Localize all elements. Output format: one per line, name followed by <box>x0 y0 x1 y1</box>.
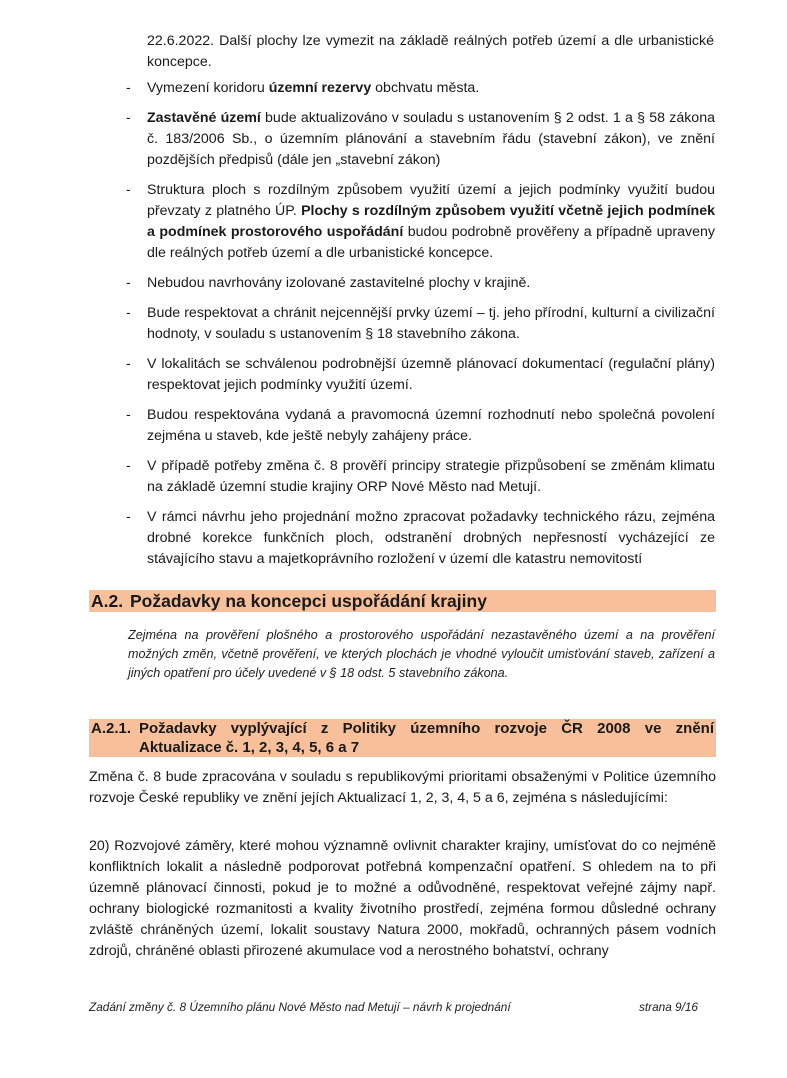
list-item: - Struktura ploch s rozdílným způsobem využití území a jejich podmínky využití budou převzaty z platného ÚP. Plochy s rozdílným způsobem využití včetně jejich podmínek a podmínek prostorového uspořádání budou podrobně prověřeny a případně upraveny dle reálných potřeb území a dle urbanistické koncepce. <box>126 182 715 261</box>
list-item: - Zastavěné území bude aktualizováno v souladu s ustanovením § 2 odst. 1 a § 58 zákona č. 183/2006 Sb., o územním plánování a stavebním řádu (stavební zákon), ve znění pozdějších předpisů (dále jen „stavební zákon) <box>126 110 715 168</box>
page-number: strana 9/16 <box>638 1000 698 1014</box>
section-note: Zejména na prověření plošného a prostorového uspořádání nezastavěného území a na prověření možných změn, včetně prověření, ve kterých plochách je vhodné vyloučit umisťování staveb, zařízení a jiných opatření pro účely uvedené v § 18 odst. 5 stavebního zákona. <box>128 628 715 680</box>
page-footer <box>89 1000 698 1014</box>
requirements-list <box>126 78 715 579</box>
list-item: - Budou respektována vydaná a pravomocná územní rozhodnutí nebo společná povolení zejména u staveb, kde ještě nebyly zahájeny práce. <box>126 407 715 444</box>
section-heading-a2 <box>89 590 716 612</box>
subsection-title: Požadavky vyplývající z Politiky územního rozvoje ČR 2008 ve znění Aktualizace č. 1, 2, 3, 4, 5, 6 a 7 <box>139 720 714 756</box>
subsection-heading-a21 <box>89 719 716 757</box>
subsection-number: A.2.1. <box>91 720 132 737</box>
footer-title: Zadání změny č. 8 Územního plánu Nové Město nad Metují – návrh k projednání <box>89 1000 511 1014</box>
list-item: - Bude respektovat a chránit nejcennější prvky území – tj. jeho přírodní, kulturní a civilizační hodnoty, v souladu s ustanovením § 18 stavebního zákona. <box>126 305 715 342</box>
section-title: Požadavky na koncepci uspořádání krajiny <box>130 591 487 611</box>
body-paragraph: Změna č. 8 bude zpracována v souladu s republikovými prioritami obsaženými v Politice územního rozvoje České republiky ve znění jejích Aktualizací 1, 2, 3, 4, 5 a 6, zejména s následujícími: <box>89 769 716 806</box>
lead-paragraph: 22.6.2022. Další plochy lze vymezit na základě reálných potřeb území a dle urbanistické koncepce. <box>147 33 714 70</box>
section-number: A.2. <box>91 591 124 611</box>
body-paragraph: 20) Rozvojové záměry, které mohou významně ovlivnit charakter krajiny, umísťovat do co nejméně konfliktních lokalit a následně podporovat potřebná kompenzační opatření. S ohledem na to při územně plánovací činnosti, pokud je to možné a odůvodněné, respektovat veřejné zájmy např. ochrany biologické rozmanitosti a kvality životního prostředí, zejména formou důsledné ochrany zvláště chráněných území, lokalit soustavy Natura 2000, mokřadů, ochranných pásem vodních zdrojů, chráněné oblasti přirozené akumulace vod a nerostného bohatství, ochrany <box>89 838 716 959</box>
list-item: - Vymezení koridoru územní rezervy obchvatu města. <box>126 80 480 96</box>
list-item: - V případě potřeby změna č. 8 prověří principy strategie přizpůsobení se změnám klimatu na základě územní studie krajiny ORP Nové Město nad Metují. <box>126 458 715 495</box>
list-item: - Nebudou navrhovány izolované zastavitelné plochy v krajině. <box>126 275 531 291</box>
list-item: - V lokalitách se schválenou podrobnější územně plánovací dokumentací (regulační plány) respektovat jejich podmínky využití území. <box>126 356 715 393</box>
list-item: - V rámci návrhu jeho projednání možno zpracovat požadavky technického rázu, zejména drobné korekce funkčních ploch, odstranění drobných nepřesností vycházející ze stávajícího stavu a majetkoprávního rozložení v území dle katastru nemovitostí <box>126 509 715 567</box>
